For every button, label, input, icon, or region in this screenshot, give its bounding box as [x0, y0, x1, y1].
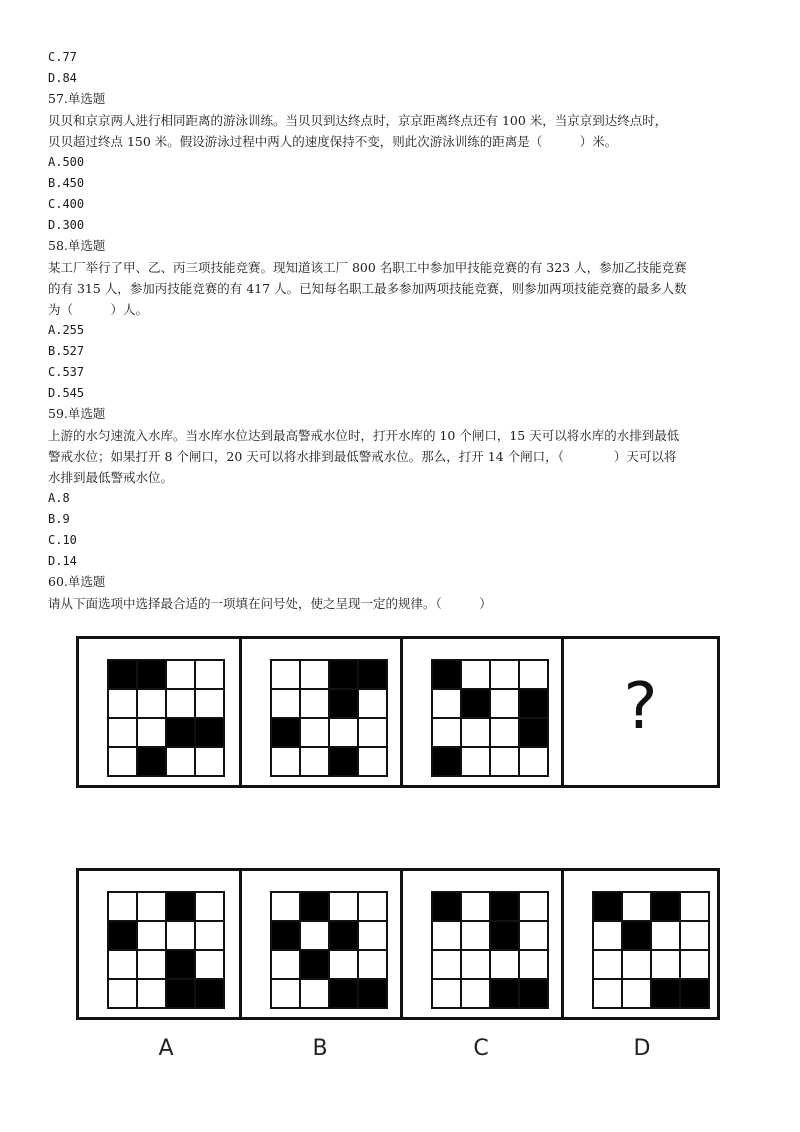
black-cell — [652, 980, 679, 1007]
white-cell — [301, 980, 328, 1007]
white-cell — [359, 719, 386, 746]
prev-option-c[interactable]: C.77 — [48, 50, 77, 64]
pattern-grid — [270, 891, 388, 1009]
white-cell — [491, 748, 518, 775]
q57-stem-line: 贝贝和京京两人进行相同距离的游泳训练。当贝贝到达终点时，京京距离终点还有 100 米，当京京到达终点时， — [48, 113, 668, 128]
white-cell — [520, 922, 547, 949]
white-cell — [272, 748, 299, 775]
white-cell — [330, 951, 357, 978]
white-cell — [520, 951, 547, 978]
white-cell — [652, 951, 679, 978]
q57-option-c[interactable]: C.400 — [48, 197, 85, 211]
white-cell — [109, 719, 136, 746]
q59-stem-line: 警戒水位；如果打开 8 个闸口，20 天可以将水排到最低警戒水位。那么，打开 14 个闸口，（ ）天可以将 — [48, 449, 677, 464]
white-cell — [594, 980, 621, 1007]
white-cell — [594, 922, 621, 949]
white-cell — [359, 748, 386, 775]
white-cell — [167, 661, 194, 688]
q60-stem — [48, 593, 760, 614]
white-cell — [462, 922, 489, 949]
white-cell — [681, 893, 708, 920]
white-cell — [359, 690, 386, 717]
black-cell — [330, 661, 357, 688]
white-cell — [359, 922, 386, 949]
question-panel-4 — [561, 639, 717, 785]
q57-stem-line: 贝贝超过终点 150 米。假设游泳过程中两人的速度保持不变，则此次游泳训练的距离是（ ）米。 — [48, 134, 618, 149]
white-cell — [433, 951, 460, 978]
white-cell — [301, 748, 328, 775]
q57-option-b[interactable]: B.450 — [48, 176, 85, 190]
white-cell — [462, 893, 489, 920]
black-cell — [109, 661, 136, 688]
white-cell — [272, 661, 299, 688]
q58-heading: 58.单选题 — [48, 238, 106, 253]
white-cell — [196, 951, 223, 978]
black-cell — [462, 690, 489, 717]
white-cell — [138, 893, 165, 920]
q59-heading: 59.单选题 — [48, 406, 106, 421]
black-cell — [196, 719, 223, 746]
white-cell — [109, 980, 136, 1007]
question-panel-1 — [79, 639, 239, 785]
white-cell — [167, 922, 194, 949]
pattern-grid — [107, 659, 225, 777]
white-cell — [138, 980, 165, 1007]
black-cell — [681, 980, 708, 1007]
white-cell — [652, 922, 679, 949]
white-cell — [359, 951, 386, 978]
black-cell — [520, 719, 547, 746]
black-cell — [520, 690, 547, 717]
black-cell — [359, 980, 386, 1007]
option-panel-c[interactable] — [400, 871, 561, 1017]
white-cell — [109, 690, 136, 717]
white-cell — [520, 661, 547, 688]
pattern-grid — [431, 659, 549, 777]
white-cell — [462, 748, 489, 775]
option-figure-strip — [76, 868, 720, 1020]
white-cell — [167, 748, 194, 775]
white-cell — [138, 922, 165, 949]
black-cell — [433, 893, 460, 920]
white-cell — [359, 893, 386, 920]
white-cell — [330, 893, 357, 920]
white-cell — [433, 690, 460, 717]
white-cell — [520, 748, 547, 775]
white-cell — [301, 719, 328, 746]
white-cell — [196, 661, 223, 688]
q58-option-a[interactable]: A.255 — [48, 323, 85, 337]
black-cell — [491, 922, 518, 949]
q59-stem — [48, 425, 760, 488]
black-cell — [301, 893, 328, 920]
black-cell — [330, 690, 357, 717]
prev-option-d[interactable]: D.84 — [48, 71, 77, 85]
white-cell — [301, 661, 328, 688]
black-cell — [196, 980, 223, 1007]
question-mark: ? — [623, 670, 658, 744]
q58-stem — [48, 257, 760, 320]
white-cell — [623, 980, 650, 1007]
white-cell — [433, 719, 460, 746]
white-cell — [301, 690, 328, 717]
q59-option-b[interactable]: B.9 — [48, 512, 70, 526]
white-cell — [109, 893, 136, 920]
white-cell — [109, 748, 136, 775]
q58-stem-line: 为（ ）人。 — [48, 302, 149, 317]
q58-option-c[interactable]: C.537 — [48, 365, 85, 379]
black-cell — [167, 980, 194, 1007]
black-cell — [167, 719, 194, 746]
white-cell — [167, 690, 194, 717]
black-cell — [520, 980, 547, 1007]
white-cell — [594, 951, 621, 978]
black-cell — [138, 661, 165, 688]
black-cell — [330, 980, 357, 1007]
black-cell — [652, 893, 679, 920]
white-cell — [462, 951, 489, 978]
question-panel-3 — [400, 639, 561, 785]
q57-option-a[interactable]: A.500 — [48, 155, 85, 169]
q57-heading: 57.单选题 — [48, 91, 106, 106]
q59-stem-line: 水排到最低警戒水位。 — [48, 470, 174, 485]
q59-option-c[interactable]: C.10 — [48, 533, 77, 547]
white-cell — [301, 922, 328, 949]
white-cell — [196, 893, 223, 920]
black-cell — [167, 893, 194, 920]
white-cell — [681, 951, 708, 978]
white-cell — [330, 719, 357, 746]
q57-option-d[interactable]: D.300 — [48, 218, 85, 232]
white-cell — [491, 719, 518, 746]
white-cell — [520, 893, 547, 920]
white-cell — [623, 893, 650, 920]
black-cell — [109, 922, 136, 949]
white-cell — [196, 690, 223, 717]
white-cell — [138, 719, 165, 746]
white-cell — [138, 951, 165, 978]
black-cell — [433, 748, 460, 775]
pattern-grid — [107, 891, 225, 1009]
q58-stem-line: 的有 315 人，参加丙技能竞赛的有 417 人。已知每名职工最多参加两项技能竞赛，则参加两项技能竞赛的最多人数 — [48, 281, 687, 296]
black-cell — [272, 719, 299, 746]
q59-option-d[interactable]: D.14 — [48, 554, 77, 568]
option-letter-d[interactable]: D — [633, 1036, 651, 1061]
option-panel-a[interactable] — [79, 871, 239, 1017]
black-cell — [272, 922, 299, 949]
question-panel-2 — [239, 639, 400, 785]
black-cell — [301, 951, 328, 978]
q58-option-b[interactable]: B.527 — [48, 344, 85, 358]
white-cell — [462, 661, 489, 688]
pattern-grid — [270, 659, 388, 777]
black-cell — [491, 980, 518, 1007]
q59-stem-line: 上游的水匀速流入水库。当水库水位达到最高警戒水位时，打开水库的 10 个闸口，15 天可以将水库的水排到最低 — [48, 428, 680, 443]
q57-stem — [48, 110, 760, 152]
white-cell — [109, 951, 136, 978]
white-cell — [433, 980, 460, 1007]
white-cell — [491, 661, 518, 688]
white-cell — [462, 719, 489, 746]
option-panel-d[interactable] — [561, 871, 717, 1017]
option-letter-b[interactable]: B — [312, 1036, 328, 1061]
black-cell — [433, 661, 460, 688]
q58-stem-line: 某工厂举行了甲、乙、丙三项技能竞赛。现知道该工厂 800 名职工中参加甲技能竞赛的有 323 人，参加乙技能竞赛 — [48, 260, 687, 275]
black-cell — [167, 951, 194, 978]
q59-option-a[interactable]: A.8 — [48, 491, 70, 505]
q60-stem-line: 请从下面选项中选择最合适的一项填在问号处，使之呈现一定的规律。（ ） — [48, 596, 492, 611]
white-cell — [491, 690, 518, 717]
black-cell — [491, 893, 518, 920]
q60-heading: 60.单选题 — [48, 574, 106, 589]
black-cell — [623, 922, 650, 949]
white-cell — [433, 922, 460, 949]
pattern-grid — [431, 891, 549, 1009]
black-cell — [359, 661, 386, 688]
option-letter-a[interactable]: A — [158, 1036, 174, 1061]
black-cell — [330, 922, 357, 949]
white-cell — [623, 951, 650, 978]
white-cell — [681, 922, 708, 949]
white-cell — [138, 690, 165, 717]
white-cell — [272, 690, 299, 717]
white-cell — [196, 922, 223, 949]
white-cell — [272, 951, 299, 978]
black-cell — [138, 748, 165, 775]
white-cell — [491, 951, 518, 978]
white-cell — [196, 748, 223, 775]
pattern-grid — [592, 891, 710, 1009]
question-figure-strip — [76, 636, 720, 788]
option-panel-b[interactable] — [239, 871, 400, 1017]
option-letter-c[interactable]: C — [473, 1036, 489, 1061]
black-cell — [330, 748, 357, 775]
white-cell — [272, 893, 299, 920]
white-cell — [272, 980, 299, 1007]
white-cell — [462, 980, 489, 1007]
q58-option-d[interactable]: D.545 — [48, 386, 85, 400]
black-cell — [594, 893, 621, 920]
